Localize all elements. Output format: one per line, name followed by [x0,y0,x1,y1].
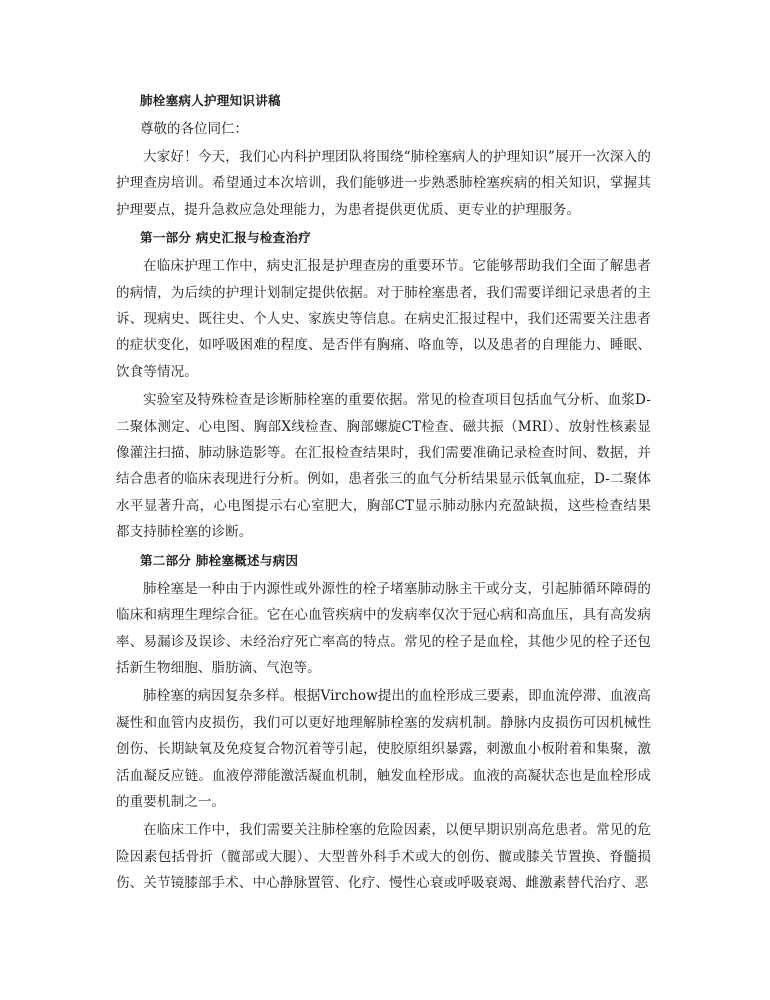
intro-paragraph: 大家好！今天，我们心内科护理团队将围绕“肺栓塞病人的护理知识”展开一次深入的护理查房培训。希望通过本次培训，我们能够进一步熟悉肺栓塞疾病的相关知识，掌握其护理要点，提升急救应急处理能力，为患者提供更优质、更专业的护理服务。 [116,149,651,218]
document-page [116,88,651,899]
section-1-paragraph-2: 实验室及特殊检查是诊断肺栓塞的重要依据。常见的检查项目包括血气分析、血浆D-二聚体测定、心电图、胸部X线检查、胸部螺旋CT检查、磁共振（MRI）、放射性核素显像灌注扫描、肺动脉造影等。在汇报检查结果时，我们需要准确记录检查时间、数据，并结合患者的临床表现进行分析。例如，患者张三的血气分析结果显示低氧血症，D-二聚体水平显著升高，心电图提示右心室肥大，胸部CT显示肺动脉内充盈缺损，这些检查结果都支持肺栓塞的诊断。 [116,392,651,541]
section-1-paragraph-1: 在临床护理工作中，病史汇报是护理查房的重要环节。它能够帮助我们全面了解患者的病情，为后续的护理计划制定提供依据。对于肺栓塞患者，我们需要详细记录患者的主诉、现病史、既往史、个人史、家族史等信息。在病史汇报过程中，我们还需要关注患者的症状变化，如呼吸困难的程度、是否伴有胸痛、咯血等，以及患者的自理能力、睡眠、饮食等情况。 [116,258,651,380]
section-2-heading: 第二部分 肺栓塞概述与病因 [140,552,299,568]
section-2-paragraph-3: 在临床工作中，我们需要关注肺栓塞的危险因素，以便早期识别高危患者。常见的危险因素包括骨折（髋部或大腿）、大型普外科手术或大的创伤、髋或膝关节置换、脊髓损伤、关节镜膝部手术、中心静脉置管、化疗、慢性心衰或呼吸衰竭、雌激素替代治疗、恶 [116,822,651,892]
section-1-heading: 第一部分 病史汇报与检查治疗 [140,230,312,246]
section-2-paragraph-1: 肺栓塞是一种由于内源性或外源性的栓子堵塞肺动脉主干或分支，引起肺循环障碍的临床和病理生理综合征。它在心血管疾病中的发病率仅次于冠心病和高血压，具有高发病率、易漏诊及误诊、未经治疗死亡率高的特点。常见的栓子是血栓，其他少见的栓子还包括新生物细胞、脂肪滴、气泡等。 [116,580,651,676]
greeting-line: 尊敬的各位同仁： [140,121,248,137]
document-title: 肺栓塞病人护理知识讲稿 [140,93,281,108]
section-2-paragraph-2: 肺栓塞的病因复杂多样。根据Virchow提出的血栓形成三要素，即血流停滞、血液高凝性和血管内皮损伤，我们可以更好地理解肺栓塞的发病机制。静脉内皮损伤可因机械性创伤、长期缺氧及免疫复合物沉着等引起，使胶原组织暴露，刺激血小板附着和集聚，激活血凝反应链。血液停滞能激活凝血机制，触发血栓形成。血液的高凝状态也是血栓形成的重要机制之一。 [116,688,651,810]
